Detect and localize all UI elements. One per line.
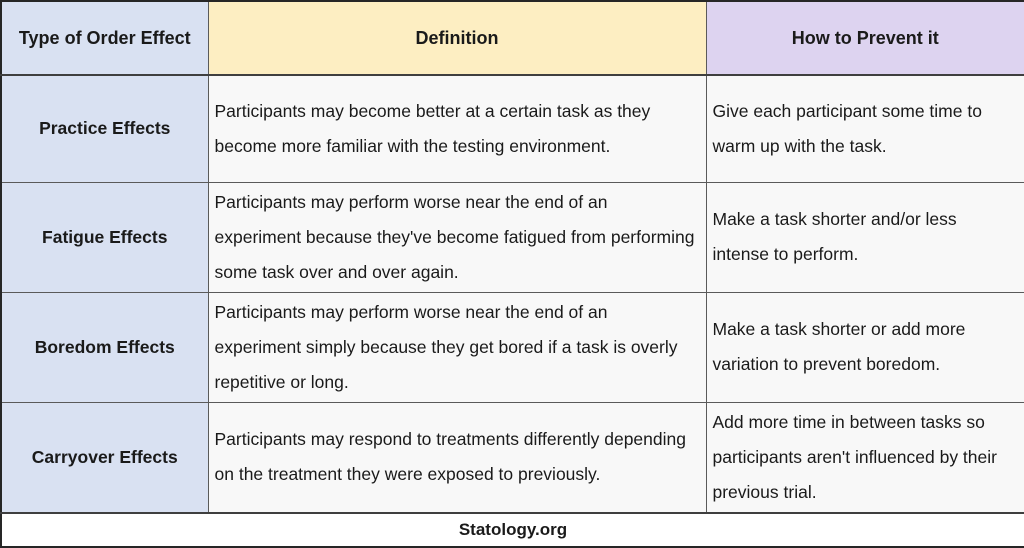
definition-cell-fatigue-effects: Participants may perform worse near the end of an experiment because they've become fatigued from performing some task over and over again. <box>208 182 706 292</box>
header-cell-type: Type of Order Effect <box>1 1 208 75</box>
row-label-boredom-effects: Boredom Effects <box>1 292 208 402</box>
definition-cell-practice-effects: Participants may become better at a certain task as they become more familiar with the testing environment. <box>208 75 706 182</box>
row-label-fatigue-effects: Fatigue Effects <box>1 182 208 292</box>
prevention-cell-boredom-effects: Make a task shorter or add more variation to prevent boredom. <box>706 292 1024 402</box>
table-row-practice-effects <box>1 75 1024 182</box>
row-label-carryover-effects: Carryover Effects <box>1 402 208 513</box>
definition-cell-carryover-effects: Participants may respond to treatments differently depending on the treatment they were exposed to previously. <box>208 402 706 513</box>
prevention-cell-practice-effects: Give each participant some time to warm up with the task. <box>706 75 1024 182</box>
prevention-cell-carryover-effects: Add more time in between tasks so participants aren't influenced by their previous trial. <box>706 402 1024 513</box>
row-label-practice-effects: Practice Effects <box>1 75 208 182</box>
table-row-carryover-effects <box>1 402 1024 513</box>
table-header-row <box>1 1 1024 75</box>
table-row-fatigue-effects <box>1 182 1024 292</box>
definition-cell-boredom-effects: Participants may perform worse near the end of an experiment simply because they get bored if a task is overly repetitive or long. <box>208 292 706 402</box>
header-cell-prevention: How to Prevent it <box>706 1 1024 75</box>
prevention-cell-fatigue-effects: Make a task shorter and/or less intense to perform. <box>706 182 1024 292</box>
table-footer-row <box>1 513 1024 547</box>
table-row-boredom-effects <box>1 292 1024 402</box>
header-cell-definition: Definition <box>208 1 706 75</box>
footer-brand: Statology.org <box>1 513 1024 547</box>
